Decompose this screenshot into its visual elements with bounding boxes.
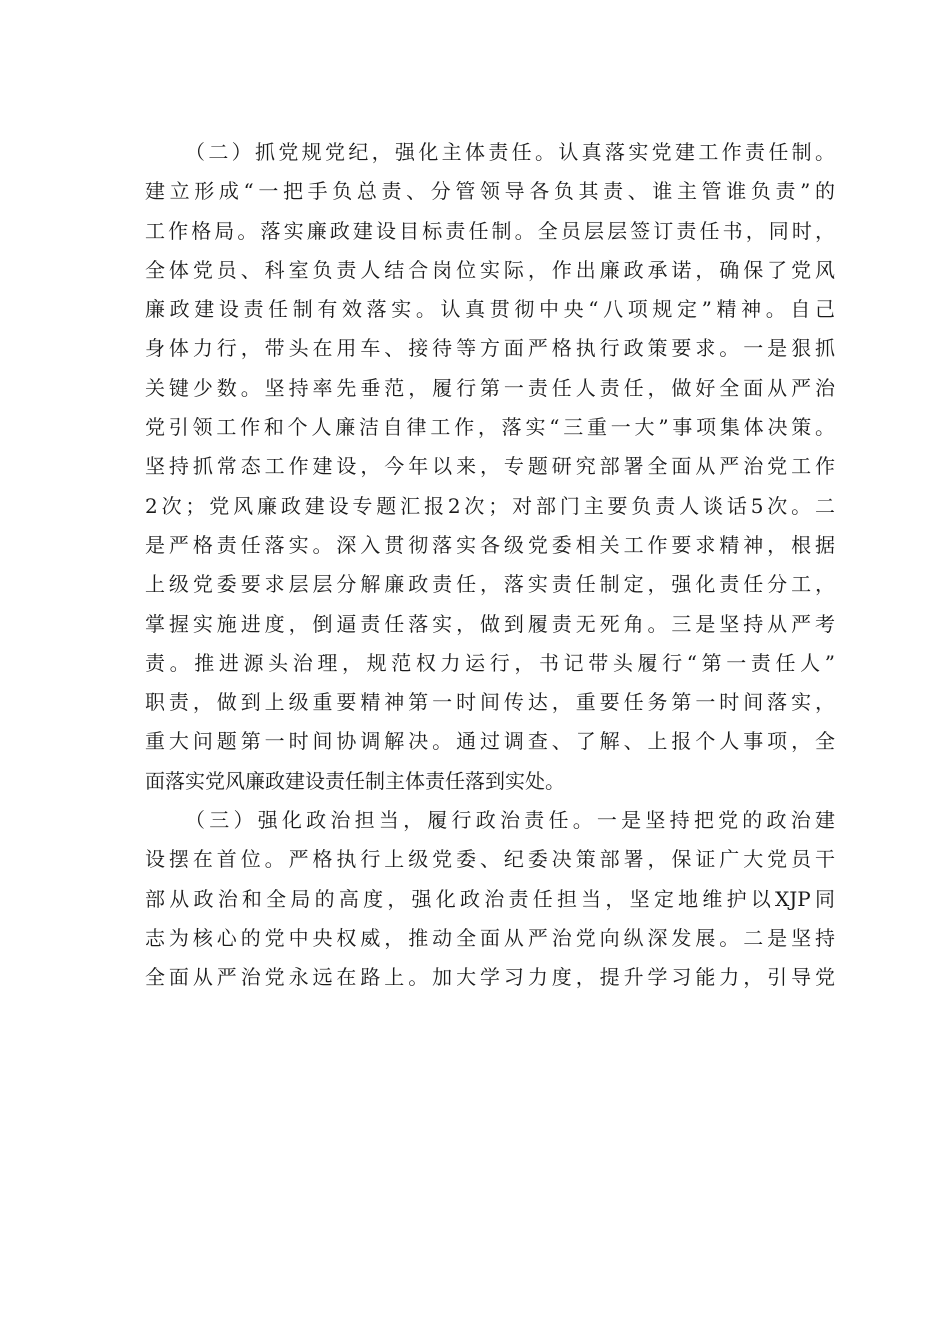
text-line: 党引领工作和个人廉洁自律工作，落实“三重一大”事项集体决策。 <box>145 415 835 440</box>
text-line: 全面从严治党永远在路上。加大学习力度，提升学习能力，引导党 <box>145 965 835 990</box>
text-line: 是严格责任落实。深入贯彻落实各级党委相关工作要求精神，根据 <box>145 532 835 557</box>
text-line: 工作格局。落实廉政建设目标责任制。全员层层签订责任书，同时， <box>145 218 835 243</box>
text-line: 全体党员、科室负责人结合岗位实际，作出廉政承诺，确保了党风 <box>145 257 835 282</box>
text-line: 设摆在首位。严格执行上级党委、纪委决策部署，保证广大党员干 <box>145 847 835 872</box>
paragraph-2 <box>145 133 835 801</box>
text-line: 坚持抓常态工作建设，今年以来，专题研究部署全面从严治党工作 <box>145 454 835 479</box>
document-body <box>145 133 835 998</box>
text-line: 身体力行，带头在用车、接待等方面严格执行政策要求。一是狠抓 <box>145 336 835 361</box>
text-line: 重大问题第一时间协调解决。通过调查、了解、上报个人事项，全 <box>145 729 835 754</box>
text-line: 面落实党风廉政建设责任制主体责任落到实处。 <box>145 768 565 793</box>
text-line: 志为核心的党中央权威，推动全面从严治党向纵深发展。二是坚持 <box>145 925 835 950</box>
text-line: 部从政治和全局的高度，强化政治责任担当，坚定地维护以XJP同 <box>145 886 835 911</box>
text-line: 职责，做到上级重要精神第一时间传达，重要任务第一时间落实， <box>145 690 835 715</box>
paragraph-3 <box>145 801 835 997</box>
text-line: 建立形成“一把手负总责、分管领导各负其责、谁主管谁负责”的 <box>145 179 835 204</box>
text-line: 2次；党风廉政建设专题汇报2次；对部门主要负责人谈话5次。二 <box>145 493 835 518</box>
text-line: 掌握实施进度，倒逼责任落实，做到履责无死角。三是坚持从严考 <box>145 611 835 636</box>
text-line: （二）抓党规党纪，强化主体责任。认真落实党建工作责任制。 <box>185 140 835 164</box>
text-line: 廉政建设责任制有效落实。认真贯彻中央“八项规定”精神。自己 <box>145 297 835 322</box>
text-line: （三）强化政治担当，履行政治责任。一是坚持把党的政治建 <box>185 808 835 833</box>
text-line: 上级党委要求层层分解廉政责任，落实责任制定，强化责任分工， <box>145 572 835 597</box>
text-line: 关键少数。坚持率先垂范，履行第一责任人责任，做好全面从严治 <box>145 375 835 400</box>
text-line: 责。推进源头治理，规范权力运行，书记带头履行“第一责任人” <box>145 650 835 675</box>
